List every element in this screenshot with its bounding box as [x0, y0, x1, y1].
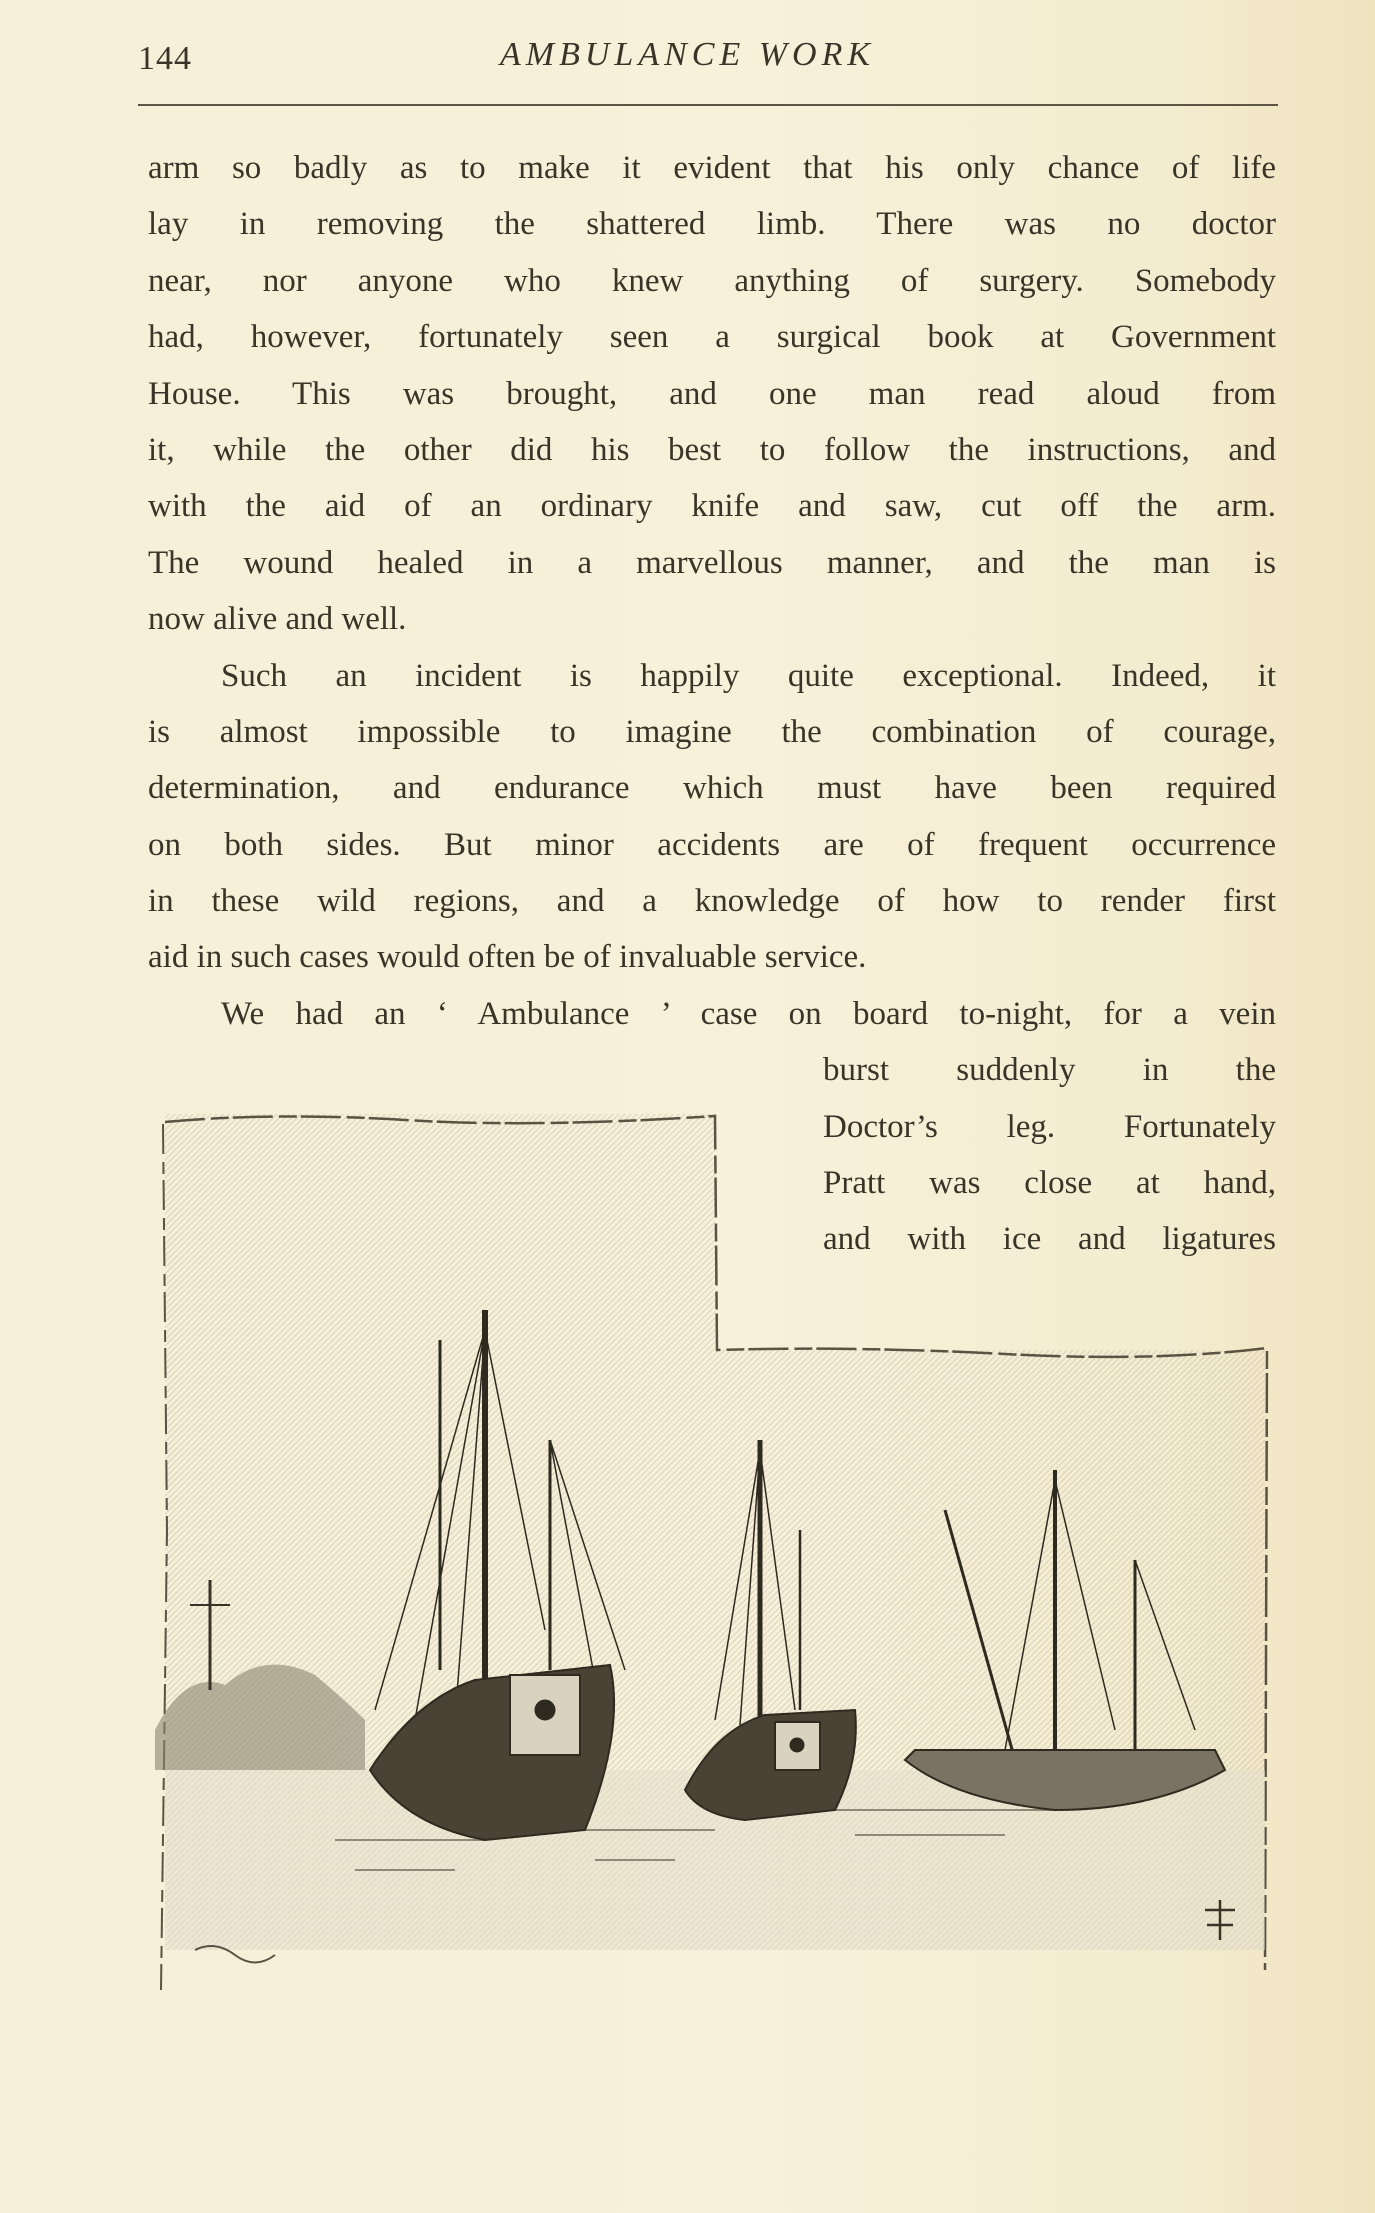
text-line: in these wild regions, and a knowledge of how to render first [148, 883, 1276, 920]
text-line: arm so badly as to make it evident that his only chance of life [148, 150, 1276, 186]
text-line: and with ice and ligatures [823, 1221, 1276, 1258]
text-line: with the aid of an ordinary knife and saw, cut off the arm. [148, 488, 1276, 525]
header-rule [138, 104, 1278, 106]
text-line: aid in such cases would often be of invaluable service. [148, 939, 867, 976]
text-line: near, nor anyone who knew anything of surgery. Somebody [148, 262, 1276, 299]
text-line: it, while the other did his best to follow the instructions, and [148, 431, 1276, 468]
paragraph-2 [148, 648, 1276, 986]
text-line: The wound healed in a marvellous manner, and the man is [148, 544, 1276, 581]
text-line: on both sides. But minor accidents are of frequent occurrence [148, 826, 1276, 863]
running-title: AMBULANCE WORK [500, 36, 876, 73]
page-number: 144 [138, 40, 192, 77]
text-line: Doctor’s leg. Fortunately [823, 1108, 1276, 1145]
text-line: determination, and endurance which must have been required [148, 770, 1276, 807]
text-line: is almost impossible to imagine the combination of courage, [148, 713, 1276, 750]
junks-illustration [155, 1110, 1280, 2010]
text-line: now alive and well. [148, 601, 407, 638]
text-line: We had an ‘ Ambulance ’ case on board to-night, for a vein [221, 995, 1276, 1032]
text-line: Such an incident is happily quite exceptional. Indeed, it [221, 657, 1276, 694]
text-line: burst suddenly in the [823, 1052, 1276, 1089]
text-line: lay in removing the shattered limb. There was no doctor [148, 206, 1276, 243]
body-text [148, 140, 1276, 1268]
text-line: had, however, fortunately seen a surgical book at Government [148, 319, 1276, 356]
text-line: House. This was brought, and one man read aloud from [148, 375, 1276, 412]
text-line: Pratt was close at hand, [823, 1165, 1276, 1202]
paragraph-1 [148, 140, 1276, 648]
